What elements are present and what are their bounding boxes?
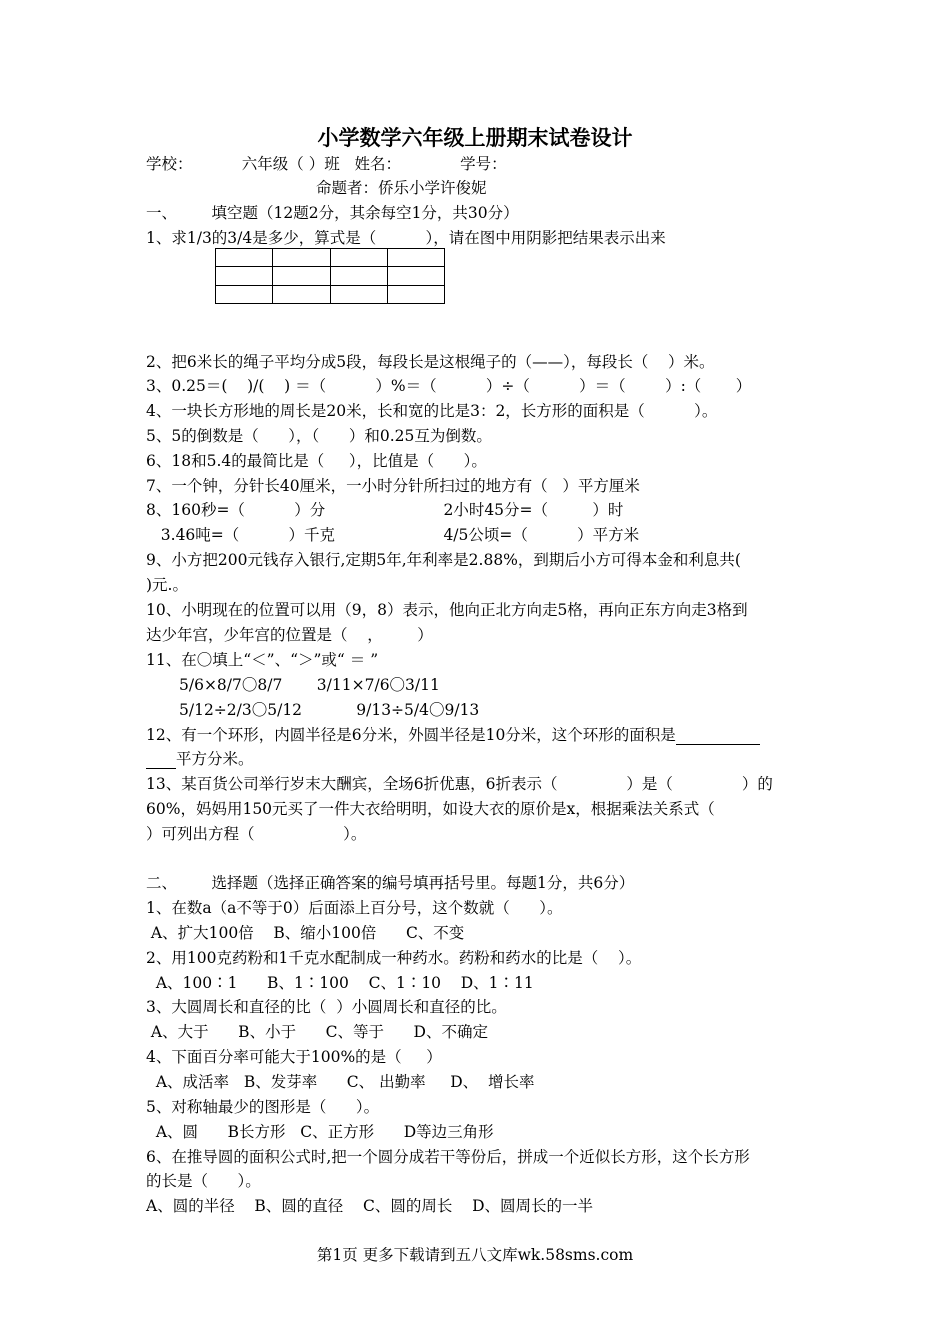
question-1-2: 2、把6米长的绳子平均分成5段，每段长是这根绳子的（——），每段长（ ）米。: [146, 353, 715, 371]
question-1-1: 1、求1/3的3/4是多少，算式是（ ），请在图中用阴影把结果表示出来: [146, 229, 666, 247]
question-1-13b: 60%，妈妈用150元买了一件大衣给明明，如设大衣的原价是x，根据乘法关系式（: [146, 800, 715, 818]
question-2-1: 1、在数a（a不等于0）后面添上百分号，这个数就（ ）。: [146, 899, 563, 917]
question-2-5-options: A、圆 B长方形 C、正方形 D等边三角形: [146, 1123, 494, 1141]
question-1-12a: [146, 725, 760, 745]
grid-cell: [330, 285, 387, 303]
question-2-3: 3、大圆周长和直径的比（ ）小圆周长和直径的比。: [146, 998, 507, 1016]
answer-blank: [146, 753, 176, 769]
question-2-6a: 6、在推导圆的面积公式时,把一个圆分成若干等份后，拼成一个近似长方形，这个长方形: [146, 1148, 750, 1166]
grid-cell: [273, 249, 330, 267]
grid-cell: [273, 285, 330, 303]
grid-row: [216, 285, 445, 303]
question-2-4-options: A、成活率 B、发芽率 C、 出勤率 D、 增长率: [146, 1073, 535, 1091]
question-1-7: 7、一个钟，分针长40厘米，一小时分针所扫过的地方有（ ）平方厘米: [146, 477, 640, 495]
grid-cell: [330, 267, 387, 285]
question-2-2-options: A、100∶1 B、1∶100 C、1∶10 D、1∶11: [146, 974, 534, 992]
grid-cell: [387, 249, 444, 267]
question-1-12a-text: 12、有一个环形，内圆半径是6分米，外圆半径是10分米，这个环形的面积是: [146, 726, 676, 744]
shading-grid: [215, 248, 445, 304]
grid-cell: [216, 267, 273, 285]
question-1-12b: [146, 749, 254, 769]
section1-heading: 一、 填空题（12题2分，其余每空1分，共30分）: [146, 204, 519, 222]
question-1-5: 5、5的倒数是（ ），（ ）和0.25互为倒数。: [146, 427, 492, 445]
question-2-6-options: A、圆的半径 B、圆的直径 C、圆的周长 D、圆周长的一半: [146, 1197, 593, 1215]
question-1-3: 3、0.25＝( )/( ) ＝（ ）%＝（ ）÷（ ）＝（ ）:（ ）: [146, 377, 752, 395]
answer-blank: [676, 729, 760, 745]
question-1-8a: 8、160秒=（ ）分 2小时45分=（ ）时: [146, 501, 624, 519]
student-info-line: 学校： 六年级（ ）班 姓名： 学号：: [146, 155, 507, 173]
grid-row: [216, 267, 445, 285]
question-1-8b: 3.46吨=（ ）千克 4/5公顷=（ ）平方米: [146, 526, 640, 544]
question-1-11a: 5/6×8/7〇8/7 3/11×7/6〇3/11: [179, 676, 440, 694]
grid-row: [216, 249, 445, 267]
question-2-4: 4、下面百分率可能大于100%的是（ ）: [146, 1048, 442, 1066]
page-footer: 第1页 更多下载请到五八文库wk.58sms.com: [316, 1246, 634, 1264]
question-1-10b: 达少年宫，少年宫的位置是（ ， ）: [146, 626, 433, 644]
question-2-2: 2、用100克药粉和1千克水配制成一种药水。药粉和药水的比是（ ）。: [146, 949, 642, 967]
grid-cell: [330, 249, 387, 267]
page-title: 小学数学六年级上册期末试卷设计: [317, 125, 633, 150]
grid-cell: [216, 249, 273, 267]
section2-heading: 二、 选择题（选择正确答案的编号填再括号里。每题1分，共6分）: [146, 874, 635, 892]
question-2-5: 5、对称轴最少的图形是（ ）。: [146, 1098, 380, 1116]
question-1-11b: 5/12÷2/3〇5/12 9/13÷5/4〇9/13: [179, 701, 480, 719]
question-1-10a: 10、小明现在的位置可以用（9，8）表示，他向正北方向走5格，再向正东方向走3格到: [146, 601, 748, 619]
grid-cell: [387, 267, 444, 285]
author-line: 命题者：侨乐小学许俊妮: [316, 179, 487, 197]
grid-cell: [216, 285, 273, 303]
question-1-9b: )元.。: [146, 576, 188, 594]
grid-cell: [273, 267, 330, 285]
question-1-13c: ）可列出方程（ ）。: [146, 825, 367, 843]
question-2-6b: 的长是（ ）。: [146, 1172, 261, 1190]
question-1-11: 11、在〇填上“＜”、“＞”或“ ＝ ”: [146, 651, 379, 669]
question-1-9a: 9、小方把200元钱存入银行,定期5年,年利率是2.88%，到期后小方可得本金和利息共(: [146, 551, 741, 569]
question-1-13a: 13、某百货公司举行岁末大酬宾，全场6折优惠，6折表示（ ）是（ ）的: [146, 775, 773, 793]
question-1-4: 4、一块长方形地的周长是20米，长和宽的比是3：2，长方形的面积是（ ）。: [146, 402, 718, 420]
question-2-3-options: A、大于 B、小于 C、等于 D、不确定: [146, 1023, 488, 1041]
question-1-12b-text: 平方分米。: [176, 750, 254, 768]
question-2-1-options: A、扩大100倍 B、缩小100倍 C、不变: [146, 924, 465, 942]
grid-cell: [387, 285, 444, 303]
question-1-6: 6、18和5.4的最简比是（ ），比值是（ ）。: [146, 452, 487, 470]
